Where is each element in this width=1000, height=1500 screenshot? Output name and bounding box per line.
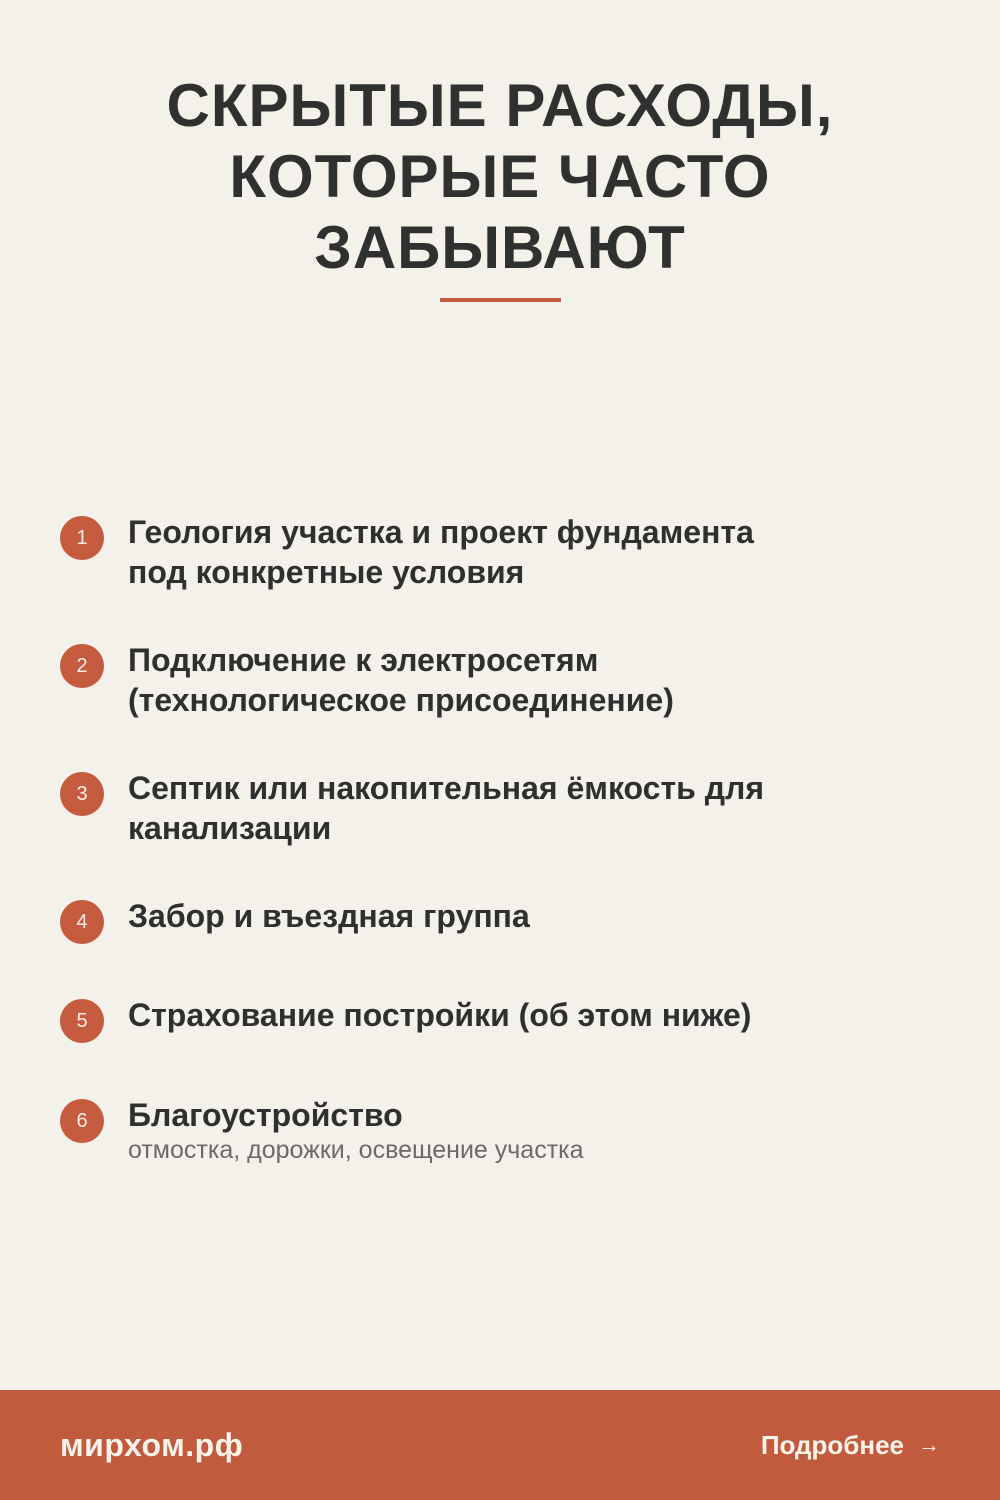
list-item [60, 640, 940, 720]
title-line-2: КОТОРЫЕ ЧАСТО [229, 143, 771, 210]
item-text-line: Геология участка и проект фундамента [128, 514, 754, 550]
list-item [60, 512, 940, 592]
item-text-line: Забор и въездная группа [128, 898, 530, 934]
item-text-line: Страхование постройки (об этом ниже) [128, 997, 752, 1033]
list-item [60, 768, 940, 848]
page-title [0, 70, 1000, 283]
item-text-line: (технологическое присоединение) [128, 682, 674, 718]
item-number-badge: 5 [60, 999, 104, 1043]
item-text-line: Септик или накопительная ёмкость для [128, 770, 764, 806]
item-number-badge: 4 [60, 900, 104, 944]
title-line-3: ЗАБЫВАЮТ [314, 214, 686, 281]
item-text-line: канализации [128, 810, 332, 846]
footer-bar [0, 1390, 1000, 1500]
more-label: Подробнее [760, 1429, 904, 1460]
title-underline [440, 298, 561, 302]
list-item [60, 995, 940, 1035]
brand-link[interactable]: мирхом.рф [60, 1426, 244, 1463]
arrow-right-icon: → [918, 1432, 940, 1457]
expense-list [60, 512, 940, 1167]
list-item [60, 1095, 940, 1167]
item-subtext: отмостка, дорожки, освещение участка [128, 1136, 584, 1164]
item-number-badge: 6 [60, 1099, 104, 1143]
title-line-1: СКРЫТЫЕ РАСХОДЫ, [166, 72, 834, 139]
item-number-badge: 2 [60, 644, 104, 688]
item-number-badge: 1 [60, 516, 104, 560]
list-item [60, 896, 940, 936]
item-text-line: Подключение к электросетям [128, 642, 599, 678]
more-link[interactable] [761, 1430, 940, 1461]
item-number-badge: 3 [60, 772, 104, 816]
item-text-line: под конкретные условия [128, 554, 525, 590]
item-text-line: Благоустройство [128, 1097, 403, 1133]
